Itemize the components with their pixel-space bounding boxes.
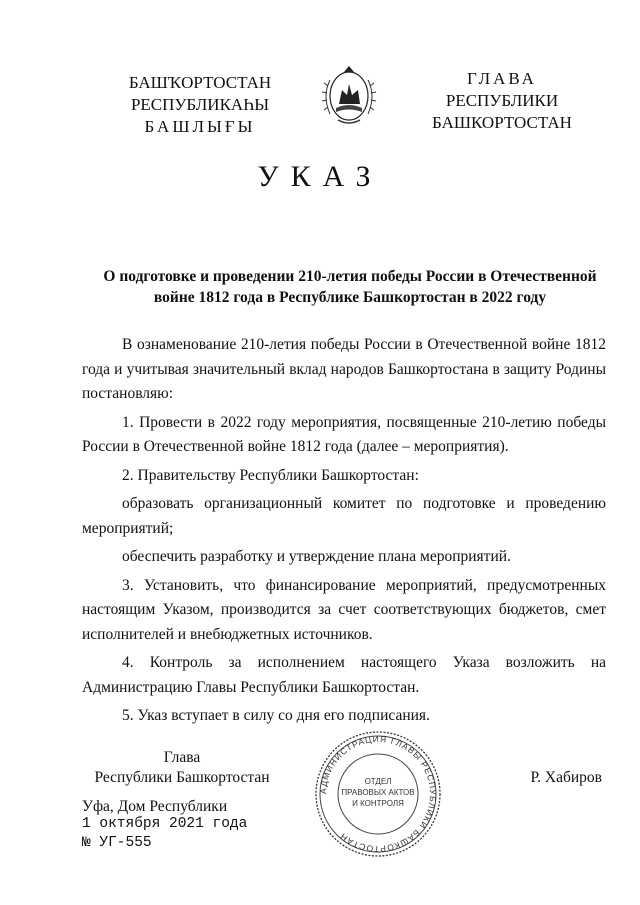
paragraph-item-3: 3. Установить, что финансирование мероприятий, предусмотренных настоящим Указом, производится за счет соответствующих бюджетов, смет исполнителей и внебюджетных источников. bbox=[82, 576, 606, 643]
header-left-line-3: БАШЛЫҒЫ bbox=[144, 117, 256, 136]
header-right-line-3: БАШКОРТОСТАН bbox=[432, 113, 572, 132]
header-right-line-1: ГЛАВА bbox=[467, 69, 537, 88]
official-seal-icon bbox=[312, 728, 444, 860]
header-left-bashkir bbox=[110, 72, 290, 138]
paragraph-item-2b: обеспечить разработку и утверждение плана мероприятий. bbox=[122, 548, 511, 565]
paragraph-intro: В ознаменование 210-летия победы России в Отечественной войне 1812 года и учитывая значительный вклад народов Башкортостана в защиту Родины постановляю: bbox=[82, 336, 606, 402]
document-type-heading: УКАЗ bbox=[257, 160, 383, 193]
header-right-line-2: РЕСПУБЛИКИ bbox=[445, 91, 559, 110]
signing-date: 1 октября 2021 года bbox=[82, 816, 248, 832]
seal-outer-text: АДМИНИСТРАЦИЯ ГЛАВЫ РЕСПУБЛИКИ БАШКОРТОСТАН bbox=[317, 733, 439, 855]
registration-number: № УГ-555 bbox=[82, 835, 152, 851]
header-right-russian bbox=[418, 68, 586, 134]
seal-inner-line-2: ПРАВОВЫХ АКТОВ bbox=[341, 788, 415, 797]
signatory-name: Р. Хабиров bbox=[530, 769, 602, 786]
paragraph-item-2a: образовать организационный комитет по подготовке и проведению мероприятий; bbox=[82, 495, 606, 537]
seal-inner-line-3: И КОНТРОЛЯ bbox=[352, 799, 404, 808]
signatory-title-line-2: Республики Башкортостан bbox=[94, 769, 270, 786]
paragraph-item-2: 2. Правительству Республики Башкортостан: bbox=[122, 466, 419, 484]
document-body bbox=[82, 333, 606, 729]
seal-inner-line-1: ОТДЕЛ bbox=[364, 777, 392, 786]
signatory-title bbox=[82, 748, 282, 788]
paragraph-item-4: 4. Контроль за исполнением настоящего Указа возложить на Администрацию Главы Республики Башкортостан. bbox=[82, 654, 606, 696]
signing-place: Уфа, Дом Республики bbox=[82, 798, 228, 815]
paragraph-item-1: 1. Провести в 2022 году мероприятия, посвященные 210-летию победы России в Отечественной войне 1812 года (далее – мероприятия). bbox=[82, 413, 606, 455]
signatory-title-line-1: Глава bbox=[163, 749, 201, 766]
document-title: О подготовке и проведении 210-летия победы России в Отечественной войне 1812 года в Республике Башкортостан в 2022 году bbox=[103, 268, 597, 306]
coat-of-arms-icon bbox=[318, 60, 380, 130]
date-and-number bbox=[82, 815, 247, 853]
header-left-line-2: РЕСПУБЛИКАҺЫ bbox=[130, 95, 270, 114]
header-left-line-1: БАШҠОРТОСТАН bbox=[128, 73, 272, 92]
paragraph-item-5: 5. Указ вступает в силу со дня его подписания. bbox=[122, 707, 430, 724]
